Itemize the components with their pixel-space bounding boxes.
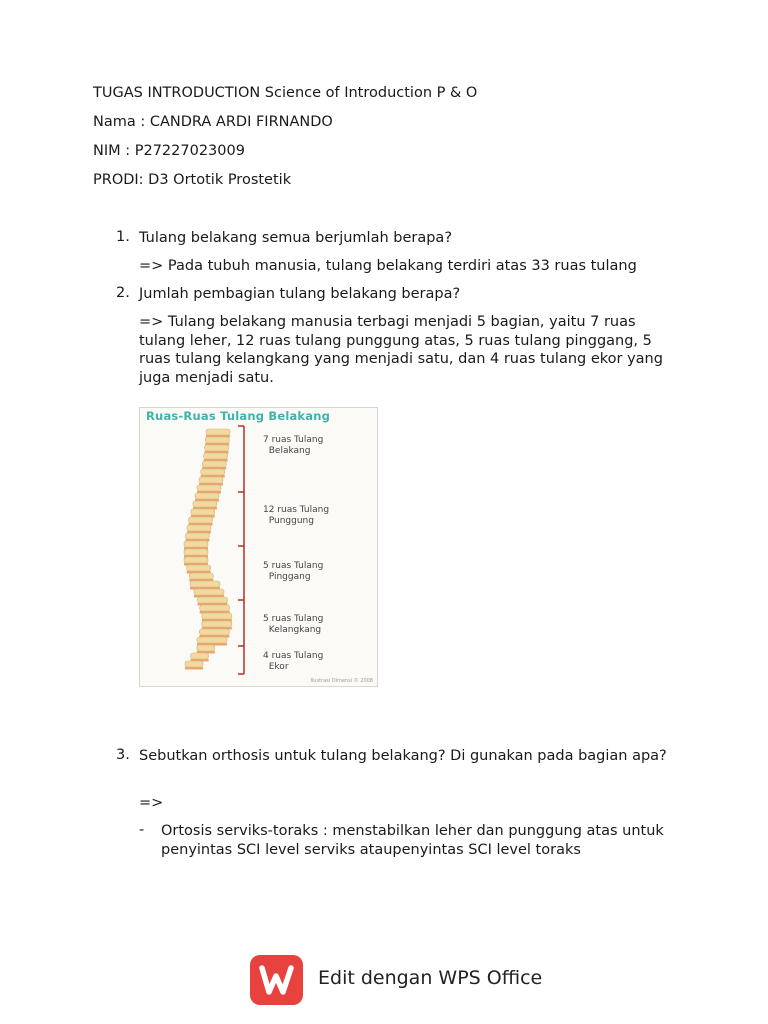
vertebra	[185, 661, 203, 667]
label-thoracic: 12 ruas Tulang Punggung	[263, 505, 330, 526]
vertebra	[185, 533, 209, 539]
vertebra	[195, 493, 219, 499]
wps-logo-icon[interactable]	[250, 955, 303, 1005]
label-cervical: 7 ruas Tulang Belakang	[263, 435, 324, 456]
label-coccyx: 4 ruas Tulang Ekor	[263, 651, 324, 672]
vertebra	[202, 613, 232, 619]
vertebra	[198, 597, 228, 603]
spine-figure	[139, 407, 378, 687]
student-nim: NIM : P27227023009	[93, 143, 245, 159]
answer-text: =>	[139, 795, 164, 811]
vertebra	[184, 557, 208, 563]
question-text: Sebutkan orthosis untuk tulang belakang? Di gunakan pada bagian apa?	[139, 748, 667, 764]
label-lumbar: 5 ruas Tulang Pinggang	[263, 561, 324, 582]
vertebra	[197, 637, 227, 643]
vertebra	[197, 485, 221, 491]
vertebra	[194, 589, 224, 595]
figure-credit: Ilustrasi Dimensi © 2008	[310, 678, 373, 684]
question-text: Tulang belakang semua berjumlah berapa?	[139, 230, 453, 246]
vertebra	[187, 525, 211, 531]
answer-text: => Pada tubuh manusia, tulang belakang terdiri atas 33 ruas tulang	[139, 258, 637, 274]
vertebra	[205, 437, 229, 443]
vertebra	[204, 453, 228, 459]
vertebra	[189, 573, 213, 579]
question-text: Jumlah pembagian tulang belakang berapa?	[139, 286, 461, 302]
vertebra	[201, 469, 225, 475]
vertebra	[190, 581, 220, 587]
bullet-text: Ortosis serviks-toraks : menstabilkan leher dan punggung atas untuk penyintas SCI level serviks ataupenyintas SCI level toraks	[161, 823, 664, 858]
label-sacral: 5 ruas Tulang Kelangkang	[263, 614, 324, 635]
assignment-title: TUGAS INTRODUCTION Science of Introduction P & O	[93, 85, 478, 101]
vertebra	[199, 629, 229, 635]
answer-text: => Tulang belakang manusia terbagi menjadi 5 bagian, yaitu 7 ruas tulang leher, 12 ruas tulang punggung atas, 5 ruas tulang pinggang, 5 ruas tulang kelangkang yang menjadi satu, dan 4 ruas tulang ekor yang juga menjadi satu.	[139, 314, 663, 386]
figure-title: Ruas-Ruas Tulang Belakang	[146, 409, 331, 423]
question-number: 1.	[116, 229, 130, 245]
spine-illustration	[140, 408, 378, 687]
segment-brackets	[238, 426, 244, 674]
vertebra	[197, 645, 215, 651]
student-name: Nama : CANDRA ARDI FIRNANDO	[93, 114, 333, 130]
vertebra	[200, 605, 230, 611]
vertebra	[202, 461, 226, 467]
vertebra	[206, 429, 230, 435]
vertebra	[189, 517, 213, 523]
vertebra	[191, 653, 209, 659]
vertebra	[205, 445, 229, 451]
vertebra	[187, 565, 211, 571]
vertebra	[184, 549, 208, 555]
vertebra	[202, 621, 232, 627]
wps-edit-link[interactable]: Edit dengan WPS Office	[318, 967, 543, 989]
vertebra	[199, 477, 223, 483]
bullet-marker: -	[139, 822, 145, 838]
study-program: PRODI: D3 Ortotik Prostetik	[93, 172, 292, 188]
spine-vertebrae	[184, 429, 232, 670]
question-number: 3.	[116, 747, 130, 763]
intervertebral-disc	[185, 667, 203, 670]
question-number: 2.	[116, 285, 130, 301]
vertebra	[191, 509, 215, 515]
vertebra	[193, 501, 217, 507]
vertebra	[184, 541, 208, 547]
